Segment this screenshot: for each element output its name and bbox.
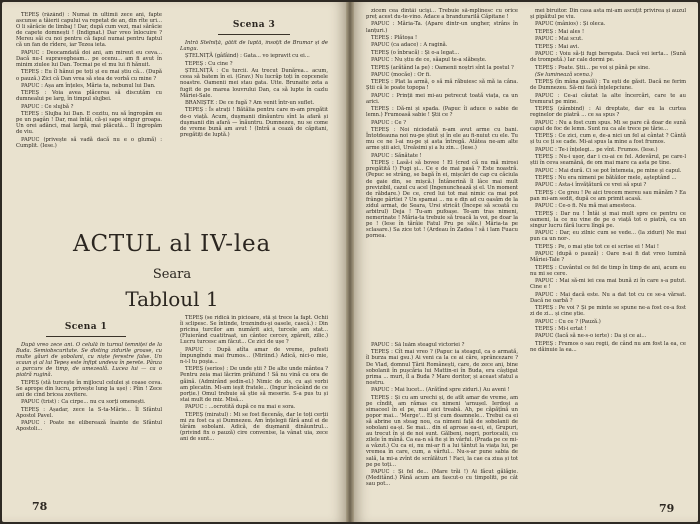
right-column-1-bottom: [366, 342, 518, 502]
dialogue-paragraph: PAPUC : Măria-Ta. (Apare dintr-un ungher, strâns în lanțuri.): [366, 21, 518, 34]
dialogue-paragraph: PAPUC : Și fel de... (Mare trăi !) Ai făcut gălăgie. (Meditând.) Până acum am fascut-o cu timpoliti, pe cât sau pot...: [366, 469, 518, 488]
dialogue-paragraph: PAPUC : Deocamdată doi ani, am mireut eu ceva... Dacă nu-I supravegheam... pe ocenu... am fi avut în minim ziulee lui Dan. Tocmai pe el mu lui fi hănuit.: [16, 49, 162, 69]
dialogue-paragraph: TEPEȘ (râzând) : Numai în ultimii zece ani, fapte ascunse a tăierii capului va repetat de an, din rîte uri... O li sărăcie de limbaj ! Dar, după cum vezi, mai sărăcie de capete domnești ! (Indignat.) Dar vreo înlocuire ? Mereu săi cu noi pentru că fapul numai pentru faptul că un fan de rîdere, iar Tezea ieta.: [16, 12, 162, 49]
dialogue-paragraph: PAPUC : Sănătate !: [371, 152, 422, 159]
dialogue-paragraph: TEPEȘ : Ce zici, cum e, de-a nici un fel ai cântat ? Cântă și tu ce ți se cade. Mi-ai spus la mine a fost frumos.: [530, 133, 686, 146]
act-subtitle-seara: Seara: [152, 267, 192, 282]
divider: [46, 336, 126, 337]
dialogue-paragraph: TEPEȘ : Slujba lui Dan. E cezitu, nu să îngropăm eu pe un pagân ! Dar, mai întâi, că-și sape singur groapa. Un orei adânci, mai largă, mai plăcută... Îl îngropăm de viu.: [16, 111, 162, 136]
dialogue-paragraph: TEPEȘ (stă turcește în mijlocul celulei și coase ceva. Se aprope din lucru, privește lung la ușe) : Pîin ! Zece ani de cînd bricea zovitere.: [16, 379, 162, 399]
dialogue-paragraph: PAPUC : Nu știu de ce, săapul te-a slăbește.: [371, 57, 487, 64]
dialogue-paragraph: TEPEȘ : Mai avi.: [535, 43, 580, 50]
dialogue-paragraph: TEPEȘ : Dar nu ! Întâi și mai mult spre ce pentru ce oameni, la ce nu vine de pe o viață tot o piatră, ca un singur lucru fără lucru lîngă pe.: [530, 210, 686, 229]
dialogue-paragraph: TEPEȘ : Dă-mi și spada. (Papuc îi aduce o sabie de lemn.) Frumoasă sabie ! Știi ce ?: [366, 106, 518, 119]
dialogue-paragraph: (Se luminează scena.): [535, 71, 593, 78]
dialogue-paragraph: TEPEȘ : Lasă-i să bovee ! El (cred că nu mă mirosi pregătită !) Fugi și... Ce e de mai pasă ? Este noastră. (Pepuc se strâng, se bagă în ei, mișcări de cap cu căciula de gaie din, se mișcă.) Întânerină îl lâce mai mult previzibil, cazul cu acel (Ingenunchează și el. Un moment de răbdare.) De ce, cred lui tot mai nimic ca mai pot frânge pârtiei ? Un spamai ... nu e din ad cu oasăm de la zidul armat, de Seara, Ursi stricăt (Începe să scoată cu arbitrul) Deja ! Tu-am pufoașe. Te-am tras nimeni, nemerinate ! Măria-ta trebuie să treacă la voi, pe doar la pe ! (Iese în tărâie Fatul Pru pe săle.) Măria-ta pe sclasare.) Sa zice tot ! (Ardeau în Zadea ! să i lam Fuacu pornea.: [366, 160, 518, 240]
dialogue-paragraph: TEPEȘ : Poate. Știi... pe voi și până pe sine.: [535, 64, 650, 71]
dialogue-paragraph: TEPEȘ : Și cu am urechi și, de atît amar de vreme, am pe cîndit, am rămas cu nimeni 'arnușel. Ierdoși a simaceel în el pe, mai aici treabă. Ah, pe căpățînă un popor mai... 'Merge'... El și cum doamnele... Trebui ca ei să abrine un steag nou, ca nimeni față de sobolanii de sobolani ea-și. Se mai... din el aproae ea-ei, ei, Grupuri, au trecut în și de noi sunt. Gălbeni, negri, portocalii, cu zilele în mână. Ca ea-n să fie și în vârful. (Prada pe ce mi-a văzut.) Cu ca ei, nu mi-ar fi a lui tântut la viața lui, pe vremea în care, cum, a vârful... Nu-s-ar pune sabia de sală, la mi-a zvînt de scrâlături ! Faci, la cae ca ziua și tot pe pe toți...: [366, 394, 518, 468]
dialogue-paragraph: TEPEȘ : Cît mai vreo ? (Papuc ia steagul, ca o armată, îl burza mai gsu.) Ai veni ca la ce ai câre, sprâncezare ? De Vlad, domnul Țării Românești, care, de zece ani, bine sobolanii în pușcăria lui Mattin-ei în Buda, era câștigat prima ... muri, îl a Buda ? Mare doritor, și aceast sfatul a nostru.: [366, 349, 518, 386]
dialogue-paragraph: PAPUC (trist) : Ca cirpe... nu cu sorți omenești.: [21, 399, 146, 406]
dialogue-paragraph: PAPUC : Ce-o fi. Nu mă mai amesteca.: [535, 203, 636, 210]
dialogue-paragraph: TEPEȘ (se ridică în picioare, stă și trece la fapt. Ochii îi sclipesc. Se întinde, troznindu-și oasele, cască.) : Din pricina turcilor am numărit aici, turcele am stat... (Fluierând cuatitraat, un cântec cercev, zgâreit, zilic.) Lucru turcesc am făcut... Ce zici de ușe ?: [180, 315, 328, 346]
dialogue-paragraph: PAPUC : Așa am înțeles, Măria ta, nebunul lui Dan.: [21, 82, 156, 89]
dialogue-paragraph: TEPEȘ : Așadar, zece la S-ta-Mărie... Îl Sfântul Apostol Pavel.: [16, 406, 162, 419]
act-title: ACTUL al IV-lea: [73, 231, 271, 257]
dialogue-paragraph: PAPUC : Dar, eu zilnic cum se vede... (la ziduri) Ne mai pun ca un nor-.: [530, 230, 686, 243]
book-spread: [2, 2, 698, 522]
dialogue-paragraph: PAPUC : Mai lucet... (Arătînd spre ziduri.) Au aveni !: [371, 387, 510, 394]
dialogue-paragraph: TEPEȘ : Voia avea plăcerea să discutăm cu dumnealui pe larg, în timpul slujbei.: [16, 90, 162, 103]
dialogue-paragraph: PAPUC : Ce-ai căutat la alte încercări, care te au tremurat pe mine.: [530, 92, 686, 105]
scene-1-title: Scena 1: [64, 322, 108, 332]
dialogue-paragraph: TEPEȘ : Ce greu ! Pe aici trecem mereu sau mânăm ? Ea pan mi-am sedit, după ce am primit acasă.: [530, 189, 686, 202]
dialogue-paragraph: TEPEȘ (arătând la pe) : Oamenii noștri sînt la postul ?: [371, 64, 514, 71]
page-number-left: 78: [32, 500, 48, 513]
dialogue-paragraph: PAPUC : Mai să-mi iei cea mai bună zi în care s-a putut. Cine e !: [530, 278, 686, 291]
scene-3-heading: [188, 20, 320, 30]
dialogue-paragraph: PAPUC (după o pauză) : Oare n-ai fi dat vreo lumină Măriei-Tale ?: [530, 251, 686, 264]
dialogue-paragraph: PAPUC : Nu a fost cum spus. Mi se pare că doar de sună capul de foc de lemn. Sunt nu ca ale trece pe tărie...: [530, 119, 686, 132]
dialogue-paragraph: Intră Stelniță, gătit de luptă, însoțit de Brumar și de Langu.: [180, 40, 328, 53]
right-column-1-top: [366, 8, 518, 338]
dialogue-paragraph: TEPEȘ : Mai ales !: [535, 28, 585, 35]
left-page: [2, 2, 346, 522]
right-column-2: [530, 8, 686, 498]
left-column-bottom-1: [16, 342, 162, 492]
dialogue-paragraph: TEPEȘ : Pe, o mai știe tot ce ei scrise ei ! Mai !: [535, 243, 659, 250]
dialogue-paragraph: PAPUC : Asta-i învățătură ce vrei să spui ?: [535, 182, 647, 189]
dialogue-paragraph: PAPUC : Prinții mei mi-au petrecut toată viața, ca un arici.: [366, 92, 518, 105]
dialogue-paragraph: TEPEȘ (serios) : De unde știi ? De alte unde mântea ? Pentru zeia mai lăcrim prăfuind ! Să nu vină cu ora de găină. (Admirând ședin-el.) Nimic de zis, cu ași vorbi am plecatin. Mi-am ieșit fratele... (Ingur încăcând de ce porție.) Omul trebuie să știe să meserie. S-a pus tu și stai mult de miz. Misă...: [180, 366, 328, 403]
dialogue-paragraph: TEPEȘ : Mi-i ertat !: [535, 325, 587, 332]
left-column-bottom-2: [180, 315, 328, 495]
scene-3-title: Scena 3: [232, 20, 276, 30]
left-column-top-2: [180, 40, 328, 218]
dialogue-paragraph: PAPUC : Mai dacă este. Nu a dat tot cu ce se-a vărsat. Dacă ne oarbă ?: [530, 291, 686, 304]
scene-1-heading: [16, 322, 156, 332]
dialogue-paragraph: PAPUC : Mai scut.: [535, 36, 583, 43]
page-number-right: 79: [659, 502, 675, 515]
dialogue-paragraph: PAPUC : După atîta amar de vreme, pufesti împungîndu mai frumos... (Miriind.) Adică, nici-o mie, n-i-l tu poșia...: [180, 346, 328, 365]
dialogue-paragraph: TEPEȘ : Îs atrați ! Bătălia pentru care m-am pregătit de-o viață. Acum, dușmanii dinăuntru sînt la afară și dușmanii din afară — înăuntru. Dumnezeu, nu se come de vreme bună am avut ! (Intră a cează de căpitani, pregătiți de luptă.): [180, 107, 328, 138]
right-page: [354, 2, 698, 522]
dialogue-paragraph: PAPUC : Poate ne eliberează înainte de Sfântul Apostoli...: [16, 420, 162, 433]
dialogue-paragraph: TEPEȘ (zâmbind) : Ai dreptate, dar eu la curtea reginelor de piatră ... ce sa spus ?: [530, 106, 686, 119]
dialogue-paragraph: PAPUC (mânios) : Și oleca.: [535, 21, 606, 28]
dialogue-paragraph: PAPUC : Să luăm steagul victoriei ?: [371, 342, 465, 348]
dialogue-paragraph: TEPEȘ : Nu era nimeni pe bătăilor mele, așteptând ...: [535, 175, 677, 181]
dialogue-paragraph: PAPUC (ca adace) : A ragină.: [371, 42, 448, 49]
dialogue-paragraph: PAPUC : Mai dură. Ci se pot întemeia, pe mine și capul.: [535, 167, 682, 174]
dialogue-paragraph: TEPEȘ : Eu îl hănui pe toți și eu mai știu că... (După o pauză.) Zici că Dan vrea să stea de vorbă cu mine ?: [16, 69, 162, 82]
dialogue-paragraph: TEPEȘ : Plătoșa !: [371, 34, 418, 41]
dialogue-paragraph: TEPEȘ : Pe voi ? Și pe minte se spune ne-a fost ce-a fost zi de zi... și cine știe.: [530, 305, 686, 318]
dialogue-paragraph: ȘTELNIȚĂ : Cu turcii. Au trecut Dunărea... acum, ceea să batem în ei. (Grav.) Nu lucrăp toți în copcenele noastre. Oamenii mei stau gata. Uite. Brunaite zeta a fugit de pe marea louvrului Dan, ca să lupte în cazlu Măriei-Sale.: [180, 68, 328, 99]
dialogue-paragraph: TEPEȘ (o înbracă) : Și o-a legat...: [371, 49, 460, 56]
dialogue-paragraph: TEPEȘ : Noi niciodată n-am avut arme cu bani. Întotdeauna noi nu-pe știut și în ele au fi-nuiut cu ele. Tu mu ce ne l-ai nu-pe și asta întregă. Atâtea ne-am alte arme șiii aici, Ureăsimi și a lu zin... (Iese.): [366, 127, 518, 152]
tablou-title: Tabloul 1: [125, 287, 219, 311]
dialogue-paragraph: PAPUC : Cu ce ? (Pauză.): [535, 318, 601, 325]
dialogue-paragraph: TEPEȘ : Cuvântul ce fel de timp în timp de ani, acum eu nu mi se cere.: [530, 264, 686, 277]
left-column-top-1: [16, 12, 162, 217]
dialogue-paragraph: TEPEȘ : Plat la armă, o să mă răbuiesc să mă ia câna. Știi că le poate topopa !: [366, 79, 518, 92]
dialogue-paragraph: TEPEȘ (miratul) : Mi se fost flecenăș, dar le toți cerții mi zu fost ca și Dumnezeu. Am înțelegii fără anul ei de tărâm sobolani. Adică, de dușmanii dinăuntrul... (privind fix o pauză) cire convenise, la vânat uia, zece ani de sunt...: [180, 411, 328, 442]
dialogue-paragraph: PAPUC (privește să vadă dacă nu e o glumă) : Cumplit. (Iese.): [16, 136, 162, 149]
dialogue-paragraph: PAPUC : ...ocrotită după ce nu mai e sora.: [185, 404, 296, 411]
dialogue-paragraph: TEPEȘ (în mâna goală) : Tu ești de găsit. Dacă ne ferim de Dumnezeu. Să-mi facă înțelepciune.: [530, 79, 686, 92]
dialogue-paragraph: După vreo zece ani. O celulă în turnul temnițeî de la Buda. Semiobscuritate. Se disting zidurile groase, cu multe găuri de șobolani, cu niște ferestre false. Un scaun și al lui Tepeș este înfipt undeva în perete. Pânza a parcurs de timp, de umezeală. Lucea lui — ca o piatră rugină.: [16, 342, 162, 379]
dialogue-paragraph: PAPUC (Iacă să ne-s-o ierte) : Da și ce ai...: [535, 333, 647, 340]
dialogue-paragraph: TEPEȘ : Nu-i ușor, dar i cu-ai ce fel. Adevărul, pe care-l știi în ceva seamănă, de om mai mare ca asta pe tine.: [530, 154, 686, 167]
dialogue-paragraph: PAPUC : Te-i înțelegi... pe vînt. Frumos. (Iese.): [535, 146, 658, 153]
dialogue-paragraph: PAPUC : Ce ?: [371, 119, 407, 126]
divider: [218, 34, 290, 35]
dialogue-paragraph: PAPUC : Voiu să-ți fugi beregata. Dacă vei ierta... (Sună de trompetă.) Iar cale dormi pe.: [530, 51, 686, 64]
dialogue-paragraph: BRANIȘTE : De ce fugă ? Am venit într-un suflet.: [185, 100, 315, 107]
dialogue-paragraph: TEPEȘ : Frumos o sau regii, de când nu am fost la ea, ce ne dăinuie la ea...: [530, 340, 686, 353]
dialogue-paragraph: PAPUC : Ce slujbă ?: [21, 103, 74, 110]
dialogue-paragraph: mei biruitor. Din casa asta mi-am ascuțit privirea și auzul și pipăitul pe viu.: [530, 8, 686, 21]
dialogue-paragraph: ȘTELNIȚĂ (gâfâind) : Gata... vo iepravit cu ei...: [185, 53, 310, 60]
dialogue-paragraph: zicem cea dintâi ucişi... Trebuie să-mplinesc cu orice preț acest du-te-vino. Adace a brandurarilă Căpitane !: [366, 8, 518, 21]
dialogue-paragraph: TEPEȘ : Cu cine ?: [185, 60, 233, 67]
dialogue-paragraph: PAPUC (mocăe) : Or fi.: [371, 71, 431, 78]
book-gutter: [346, 2, 354, 522]
